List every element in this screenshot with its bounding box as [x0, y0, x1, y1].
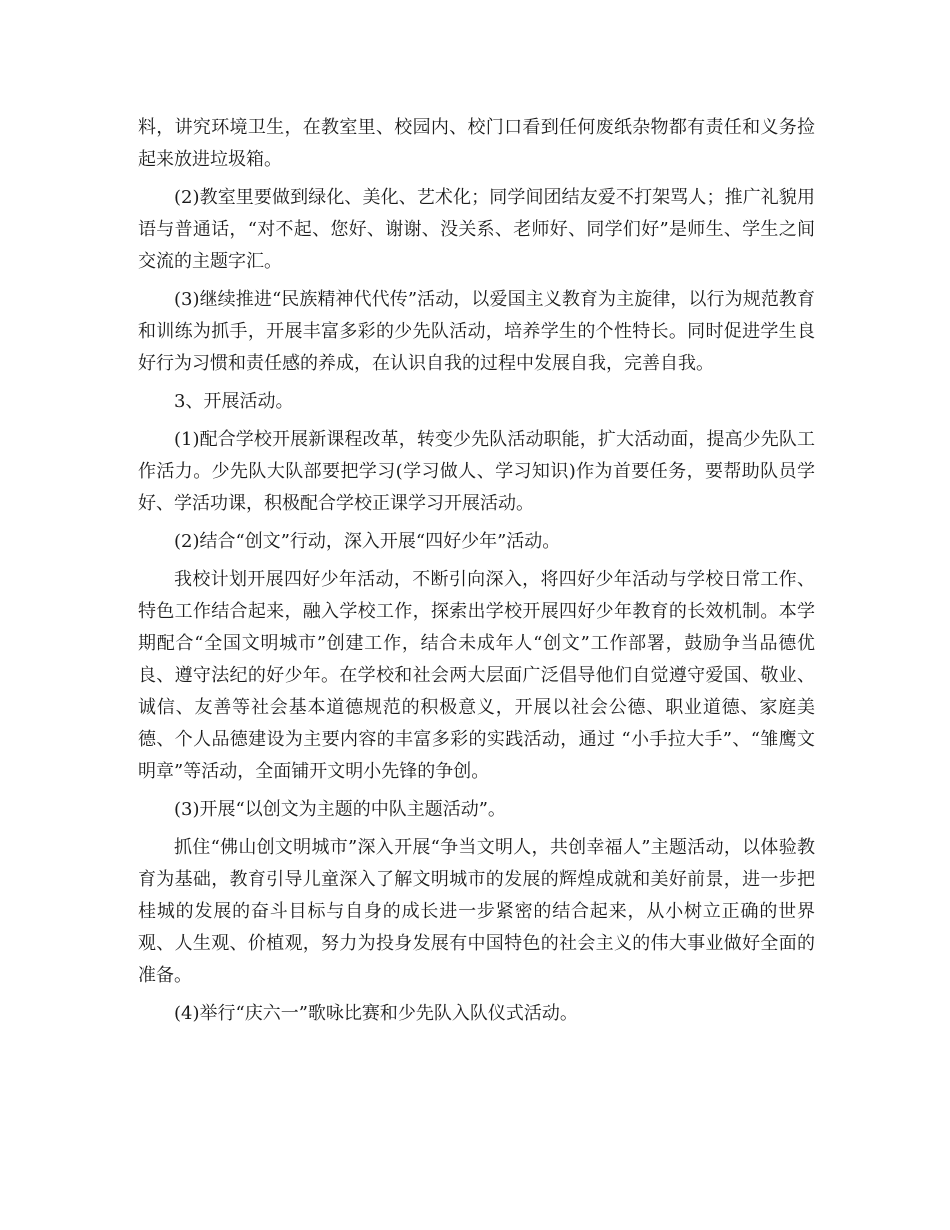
paragraph: (3)继续推进“民族精神代代传”活动，以爱国主义教育为主旋律，以行为规范教育和训练为抓手，开展丰富多彩的少先队活动，培养学生的个性特长。同时促进学生良好行为习惯和责任感的养成，在认识自我的过程中发展自我，完善自我。 [138, 289, 815, 374]
paragraph: (2)结合“创文”行动，深入开展“四好少年”活动。 [174, 531, 561, 552]
paragraph: (1)配合学校开展新课程改革，转变少先队活动职能，扩大活动面，提高少先队工作活力。少先队大队部要把学习(学习做人、学习知识)作为首要任务，要帮助队员学好、学活功课，积极配合学校正课学习开展活动。 [138, 429, 815, 514]
paragraph: 我校计划开展四好少年活动，不断引向深入，将四好少年活动与学校日常工作、特色工作结合起来，融入学校工作，探索出学校开展四好少年教育的长效机制。本学期配合“全国文明城市”创建工作，结合未成年人“创文”工作部署，鼓励争当品德优良、遵守法纪的好少年。在学校和社会两大层面广泛倡导他们自觉遵守爱国、敬业、诚信、友善等社会基本道德规范的积极意义，开展以社会公德、职业道德、家庭美德、个人品德建设为主要内容的丰富多彩的实践活动，通过 “小手拉大手”、“雏鹰文明章”等活动，全面铺开文明小先锋的争创。 [138, 569, 815, 782]
paragraph: (3)开展“以创文为主题的中队主题活动”。 [174, 799, 506, 820]
paragraph: (2)教室里要做到绿化、美化、艺术化；同学间团结友爱不打架骂人；推广礼貌用语与普通话，“对不起、您好、谢谢、没关系、老师好、同学们好”是师生、学生之间交流的主题字汇。 [138, 187, 815, 272]
paragraph: 抓住“佛山创文明城市”深入开展“争当文明人，共创幸福人”主题活动，以体验教育为基础，教育引导儿童深入了解文明城市的发展的辉煌成就和美好前景，进一步把桂城的发展的奋斗目标与自身的成长进一步紧密的结合起来，从小树立正确的世界观、人生观、价植观，努力为投身发展有中国特色的社会主义的伟大事业做好全面的准备。 [138, 837, 815, 986]
document-body [138, 112, 815, 1036]
paragraph: (4)举行“庆六一”歌咏比赛和少先队入队仪式活动。 [174, 1003, 578, 1024]
section-heading: 3、开展活动。 [174, 391, 294, 412]
paragraph: 料，讲究环境卫生，在教室里、校园内、校门口看到任何废纸杂物都有责任和义务捡起来放进垃圾箱。 [138, 117, 815, 170]
